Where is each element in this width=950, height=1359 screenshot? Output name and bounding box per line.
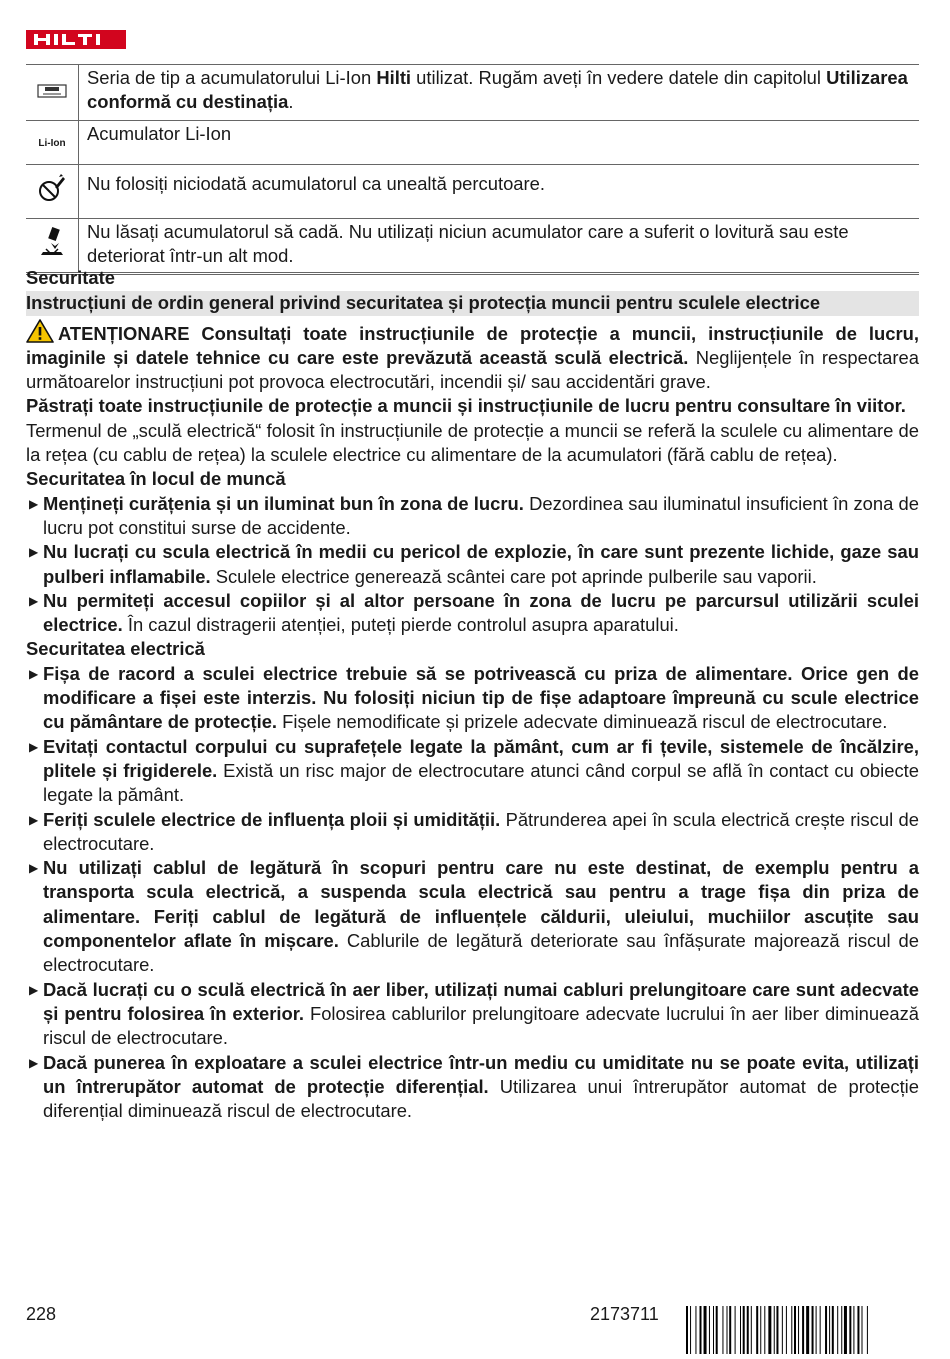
bullet-arrow-icon: ▶ bbox=[29, 1055, 39, 1070]
list-item: ▶ Feriți sculele electrice de influența ploii și umidității. Pătrunderea apei în scula electrică crește riscul de electrocutare. bbox=[29, 808, 919, 854]
symbol-row bbox=[26, 121, 919, 165]
battery-type-icon bbox=[26, 65, 79, 121]
main-content bbox=[26, 266, 919, 1123]
workplace-heading: Securitatea în locul de muncă bbox=[26, 468, 286, 490]
bullet-arrow-icon: ▶ bbox=[29, 545, 39, 560]
symbol-row bbox=[26, 165, 919, 219]
electrical-list bbox=[26, 662, 919, 1124]
bullet-arrow-icon: ▶ bbox=[29, 812, 39, 827]
document-code: 2173711 bbox=[590, 1304, 659, 1324]
bullet-arrow-icon: ▶ bbox=[29, 666, 39, 681]
warning-triangle-icon bbox=[26, 319, 54, 343]
list-item: ▶ Dacă lucrați cu o sculă electrică în aer liber, utilizați numai cabluri prelungitoare care sunt adecvate și pentru folosirea în exterior. Folosirea cablurilor prelungitoare adecvate lucrului în aer liber diminuează riscul de electrocutare. bbox=[29, 978, 919, 1049]
bullet-arrow-icon: ▶ bbox=[29, 982, 39, 997]
bullet-arrow-icon: ▶ bbox=[29, 739, 39, 754]
bullet-arrow-icon: ▶ bbox=[29, 593, 39, 608]
li-ion-icon: Li-Ion bbox=[26, 121, 79, 165]
list-item: ▶ Nu utilizați cablul de legătură în scopuri pentru care nu este destinat, de exemplu pentru a transporta scula electrică, a suspenda scula electrică sau pentru a trage fișa din priza de alimentare. Feriți cablul de legătură de influențele căldurii, uleiului, muchiilor ascuțite sau componentelor aflate în mișcare. Cablurile de legătură deteriorate sau înfășurate majorează riscul de electrocutare. bbox=[29, 857, 919, 976]
list-item: ▶ Nu lucrați cu scula electrică în medii cu pericol de explozie, în care sunt prezente lichide, gaze sau pulberi inflamabile. Sculele electrice generează scântei care pot aprinde pulberile sau vaporii. bbox=[29, 541, 919, 587]
section-title: Securitate bbox=[26, 267, 115, 288]
warning-text: Neglijențele în respectarea următoarelor instrucțiuni pot provoca electrocutări, incendii și/ sau accidentări grave. bbox=[26, 346, 919, 393]
symbol-row bbox=[26, 65, 919, 121]
symbol-description: Nu folosiți niciodată acumulatorul ca unealtă percutoare. bbox=[79, 165, 920, 219]
symbol-description: Nu lăsați acumulatorul să cadă. Nu utilizați niciun acumulator care a suferit o lovitură sau este deteriorat într-un alt mod. bbox=[79, 219, 920, 274]
bullet-arrow-icon: ▶ bbox=[29, 496, 39, 511]
general-warning bbox=[26, 319, 919, 395]
symbol-description: Acumulator Li-Ion bbox=[79, 121, 920, 165]
keep-instructions: Păstrați toate instrucțiunile de protecție a muncii și instrucțiunile de lucru pentru consultare în viitor. bbox=[26, 395, 906, 417]
hilti-logo bbox=[26, 30, 126, 49]
term-paragraph: Termenul de „sculă electrică“ folosit în instrucțiunile de protecție a muncii se referă la sculele cu alimentare de la rețea (cu cablu de rețea) la sculele electrice cu alimentare de la acumulatori (fără cablu de rețea). bbox=[26, 419, 919, 466]
no-striking-tool-icon bbox=[26, 165, 79, 219]
list-item: ▶ Nu permiteți accesul copiilor și al altor persoane în zona de lucru pe parcursul utilizării sculei electrice. În cazul distragerii atenției, puteți pierde controlul asupra aparatului. bbox=[29, 589, 919, 636]
subsection-title: Instrucțiuni de ordin general privind securitatea și protecția muncii pentru sculele electrice bbox=[26, 291, 919, 315]
workplace-list bbox=[26, 492, 919, 638]
list-item: ▶ Dacă punerea în exploatare a sculei electrice într-un mediu cu umiditate nu se poate evita, utilizați un întrerupător automat de protecție diferențial. Utilizarea unui întrerupător automat de protecție diferențial diminuează riscul de electrocutare. bbox=[29, 1051, 919, 1122]
symbol-description: Seria de tip a acumulatorului Li-Ion Hilti utilizat. Rugăm aveți în vedere datele din capitolul Utilizarea conformă cu destinația. bbox=[79, 65, 920, 121]
list-item: ▶ Mențineți curățenia și un iluminat bun în zona de lucru. Dezordinea sau iluminatul insuficient în zona de lucru pot constitui surse de accidente. bbox=[29, 492, 919, 538]
barcode bbox=[686, 1306, 919, 1354]
list-item: ▶ Evitați contactul corpului cu suprafețele legate la pământ, cum ar fi țevile, sistemele de încălzire, plitele și frigiderele. Există un risc major de electrocutare atunci când corpul se află în contact cu obiecte legate la pământ. bbox=[29, 735, 919, 806]
electrical-heading: Securitatea electrică bbox=[26, 638, 205, 660]
warning-bold-text: ATENȚIONARE Consultați toate instrucțiunile de protecție a muncii, instrucțiunile de lucru, imaginile și datele tehnice cu care este prevăzută această sculă electrică. bbox=[26, 322, 919, 368]
symbols-table bbox=[26, 64, 919, 275]
list-item: ▶ Fișa de racord a sculei electrice trebuie să se potrivească cu priza de alimentare. Orice gen de modificare a fișei este interzis. Nu folosiți niciun tip de fișe adaptoare împreună cu scule electrice cu pământare de protecție. Fișele nemodificate și prizele adecvate diminuează riscul de electrocutare. bbox=[29, 662, 919, 733]
page-number: 228 bbox=[26, 1304, 57, 1324]
bullet-arrow-icon: ▶ bbox=[29, 861, 39, 876]
